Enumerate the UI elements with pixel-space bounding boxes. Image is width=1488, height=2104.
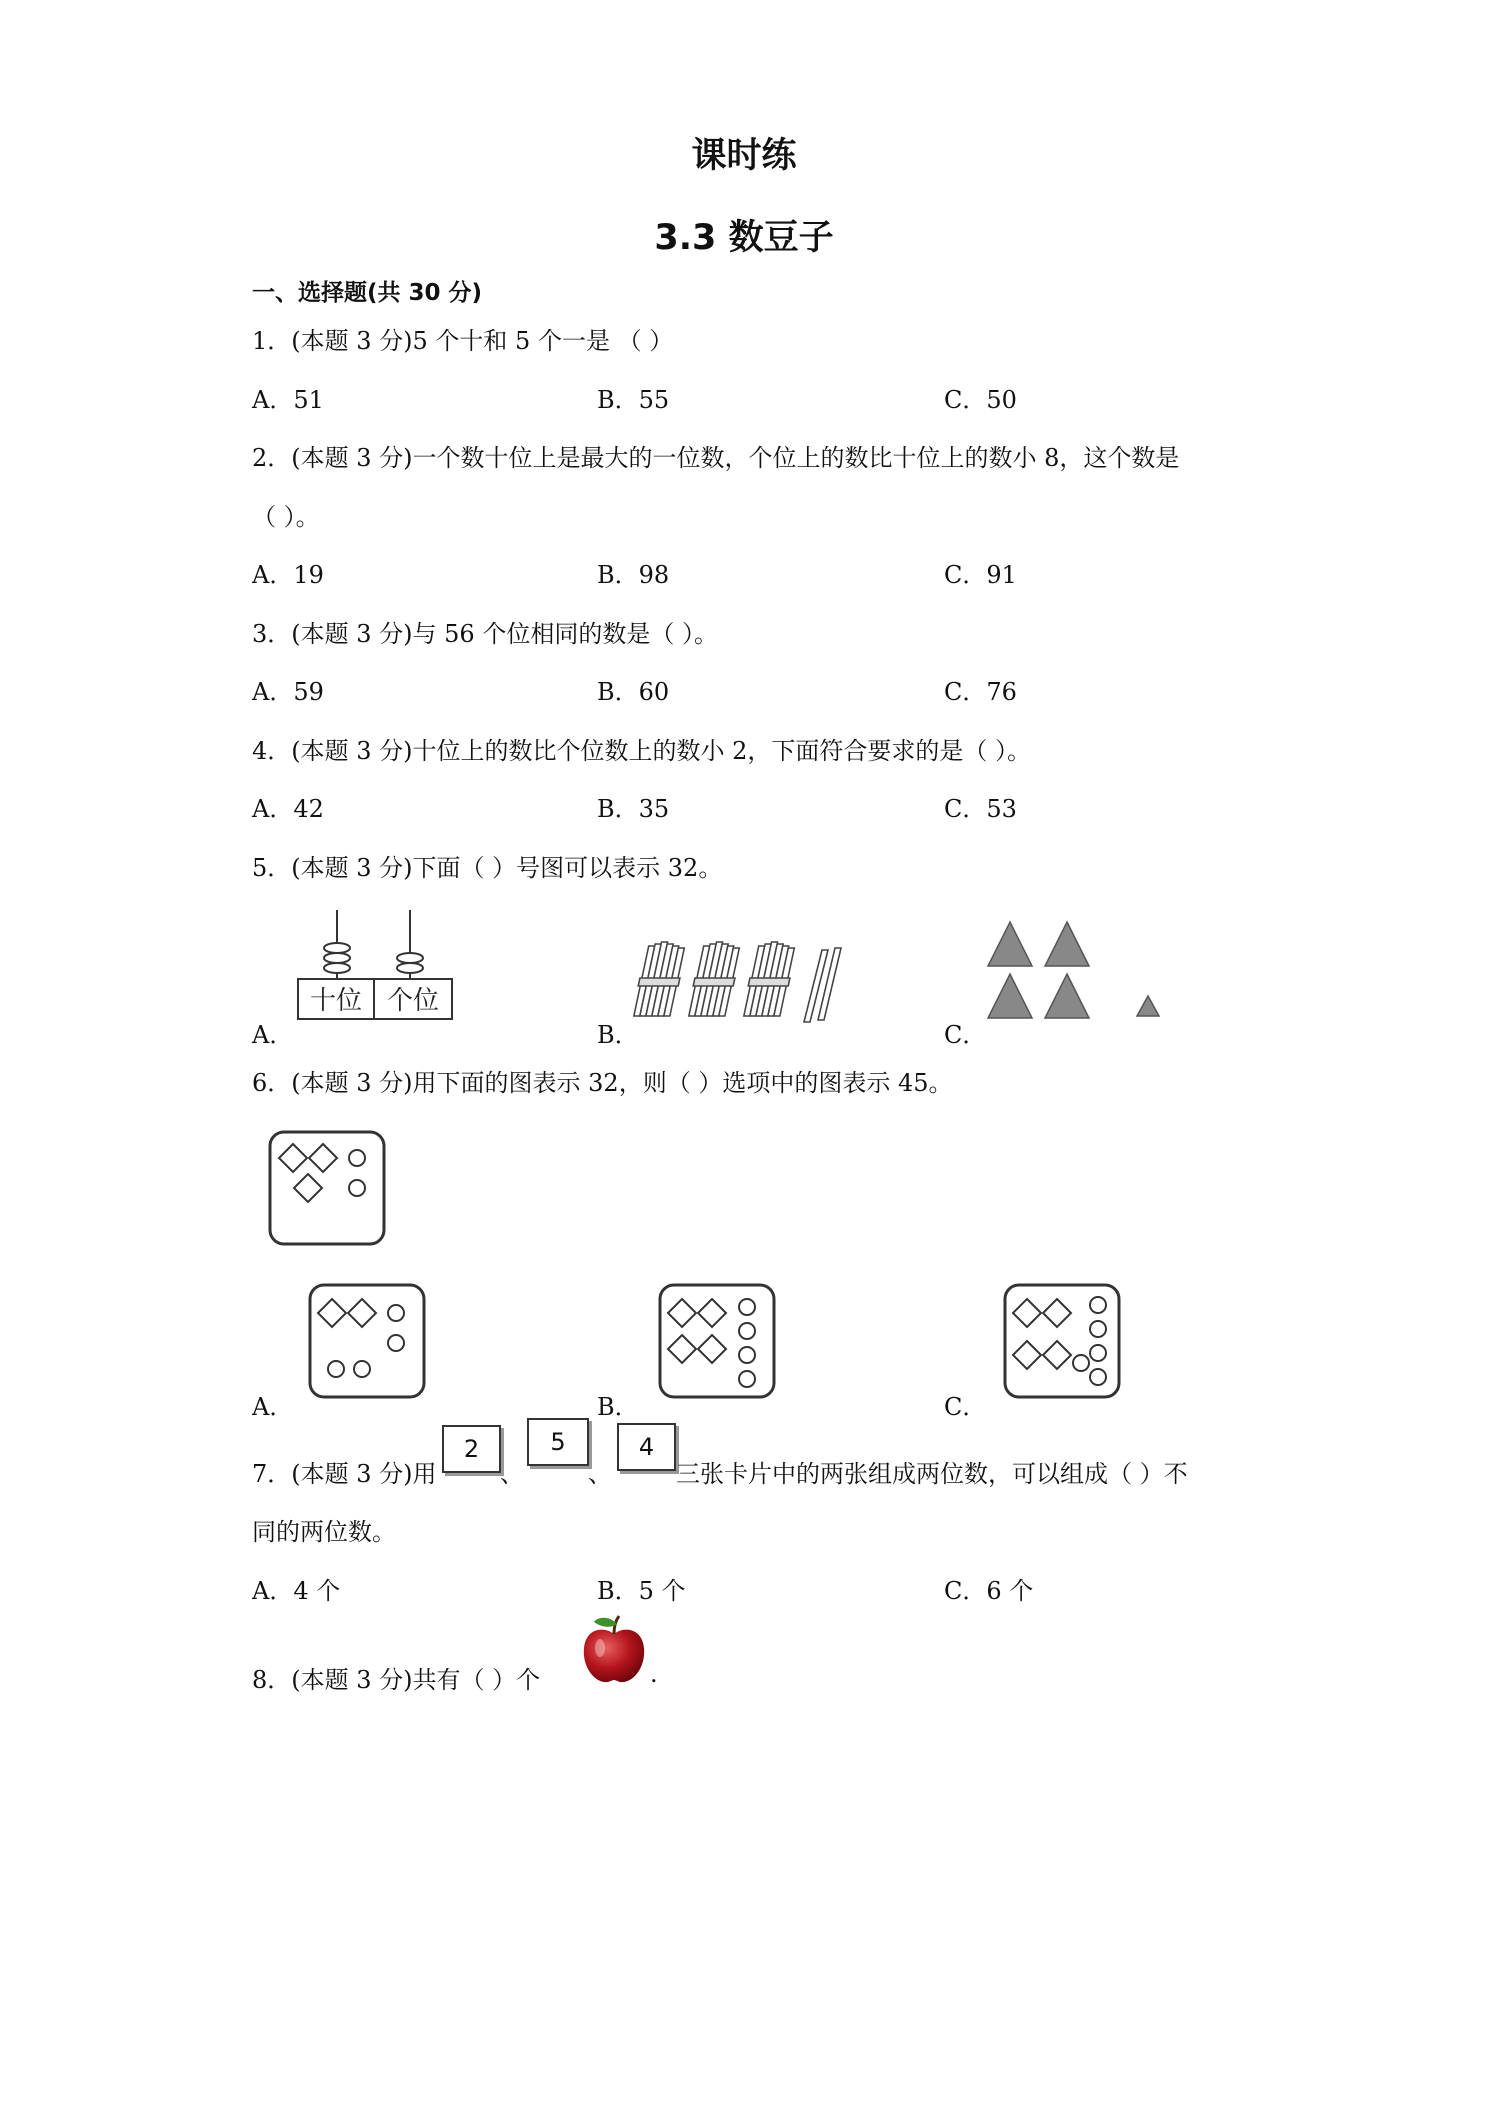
q5-option-b[interactable]: B． <box>597 1021 639 1049</box>
question-8: 8．(本题 3 分)共有（ ）个 <box>252 1666 541 1694</box>
question-2: 2．(本题 3 分)一个数十位上是最大的一位数，个位上的数比十位上的数小 8，这个数是 <box>252 444 1180 472</box>
stick-bundle-2 <box>687 942 743 1016</box>
question-7-line2: 同的两位数。 <box>252 1518 396 1546</box>
page-subtitle: 3.3 数豆子 <box>654 218 834 258</box>
apple-icon <box>578 1612 650 1686</box>
large-triangle <box>1045 922 1089 966</box>
q5-option-a[interactable]: A． <box>252 1021 294 1049</box>
page-title: 课时练 <box>691 136 797 176</box>
q2-option-c[interactable]: C．91 <box>944 561 1017 589</box>
section-heading: 一、选择题(共 30 分) <box>252 280 483 306</box>
q4-option-c[interactable]: C．53 <box>944 795 1017 823</box>
question-7-prefix: 7．(本题 3 分)用 <box>252 1460 437 1488</box>
small-triangle <box>1137 996 1159 1016</box>
stick-bundles-figure <box>640 940 860 1030</box>
reference-box-32 <box>268 1130 388 1248</box>
triangles-figure <box>985 920 1165 1020</box>
question-2-line2: （ ）。 <box>252 503 320 531</box>
large-triangle <box>988 974 1032 1018</box>
q5-option-c[interactable]: C． <box>944 1021 987 1049</box>
large-triangle <box>1045 974 1089 1018</box>
q6-option-c-figure <box>1003 1283 1123 1401</box>
q3-option-b[interactable]: B．60 <box>597 678 670 706</box>
q6-option-a[interactable]: A． <box>252 1393 294 1421</box>
question-1: 1．(本题 3 分)5 个十和 5 个一是 （ ） <box>252 327 674 355</box>
q4-option-b[interactable]: B．35 <box>597 795 670 823</box>
separator: 、 <box>500 1460 524 1488</box>
q4-option-a[interactable]: A．42 <box>252 795 324 823</box>
abacus-label-tens: 十位 <box>309 986 363 1016</box>
large-triangle <box>988 922 1032 966</box>
q3-option-a[interactable]: A．59 <box>252 678 324 706</box>
number-card-4: 4 <box>617 1423 676 1471</box>
number-card-5: 5 <box>527 1418 589 1466</box>
stick-bundle-1 <box>632 942 688 1016</box>
q2-option-a[interactable]: A．19 <box>252 561 324 589</box>
question-7-suffix: 三张卡片中的两张组成两位数，可以组成（ ）不 <box>676 1460 1188 1488</box>
q1-option-a[interactable]: A．51 <box>252 386 324 414</box>
stick-bundle-3 <box>742 942 798 1016</box>
question-8-period: . <box>650 1660 658 1688</box>
q2-option-b[interactable]: B．98 <box>597 561 670 589</box>
q1-option-c[interactable]: C．50 <box>944 386 1017 414</box>
single-sticks <box>804 948 841 1022</box>
abacus-figure <box>296 908 456 1023</box>
q7-option-c[interactable]: C．6 个 <box>944 1577 1034 1605</box>
q7-option-b[interactable]: B．5 个 <box>597 1577 686 1605</box>
q6-option-b-figure <box>658 1283 778 1401</box>
question-3: 3．(本题 3 分)与 56 个位相同的数是（ ）。 <box>252 620 718 648</box>
number-card-2: 2 <box>442 1425 501 1473</box>
q1-option-b[interactable]: B．55 <box>597 386 670 414</box>
q7-option-a[interactable]: A．4 个 <box>252 1577 341 1605</box>
question-6: 6．(本题 3 分)用下面的图表示 32，则（ ）选项中的图表示 45。 <box>252 1069 953 1097</box>
q6-option-b[interactable]: B． <box>597 1393 639 1421</box>
q3-option-c[interactable]: C．76 <box>944 678 1017 706</box>
q6-option-c[interactable]: C． <box>944 1393 987 1421</box>
q6-option-a-figure <box>308 1283 428 1401</box>
question-4: 4．(本题 3 分)十位上的数比个位数上的数小 2，下面符合要求的是（ ）。 <box>252 737 1032 765</box>
abacus-label-ones: 个位 <box>386 986 440 1016</box>
question-5: 5．(本题 3 分)下面（ ）号图可以表示 32。 <box>252 854 723 882</box>
separator: 、 <box>588 1460 612 1488</box>
